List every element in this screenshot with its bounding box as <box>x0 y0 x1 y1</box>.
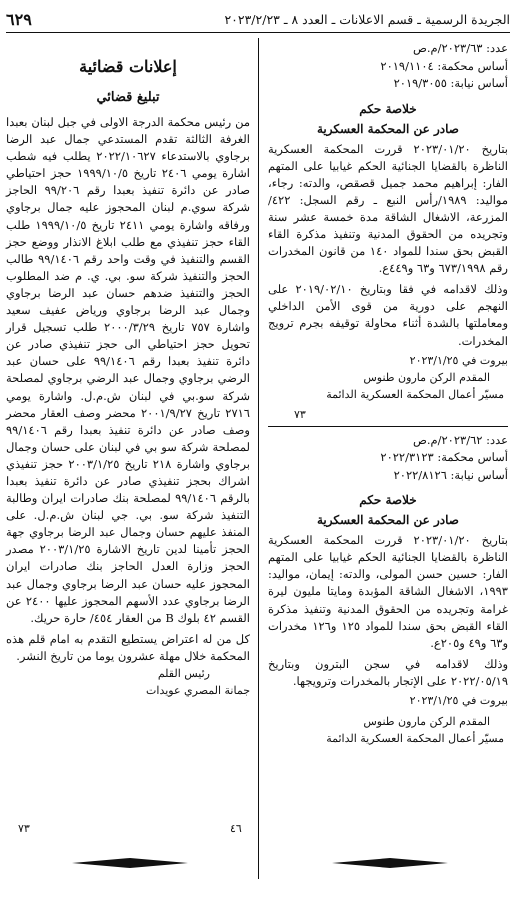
column-divider <box>258 38 259 879</box>
notice-subtitle: تبليغ قضائي <box>96 90 160 105</box>
signer-title: مسيّر أعمال المحكمة العسكرية الدائمة <box>326 731 504 745</box>
notice-verdict-2 <box>268 432 508 747</box>
notice-body: بتاريخ ٢٠٢٣/٠١/٢٠ قررت المحكمة العسكرية الناظرة بالقضايا الجنائية الحكم غيابيا على المتهم الفار: حسين حسن المولى، والدته: إيمان، مواليد: ١٩٩٣، الاشغال الشاقة المؤبدة ومايتا مليون ليرة غرامة وتجريده من الحقوق المدنية وتنفيذ مذكرة القاء القبض بحق سندا للمواد ١٢٥ و١٢٦ مخدرات و٦٣ و٤٩ و٢٠٥ع. <box>268 533 508 650</box>
judicial-notice-body: من رئيس محكمة الدرجة الاولى في جبل لبنان بعبدا الغرفة الثالثة تقدم المستدعي جمال عبد الرضا برجاوي بالاستدعاء ٢٠٢٢/١٠٦٢٧ يطلب فيه شطب اشارة يومي ٢٤٠٦ تاريخ ١٩٩٩/١٠/٥ حجز احتياطي صادر عن دائرة تنفيذ بعبدا رقم ٩٩/٢٠٦ الحاجز شركة سوي.م لبنان المحجوز عليه جمال برجاوي ورفاقه واشارة يومي ٢٤١١ تاريخ ١٩٩٩/١٠/٥ طلب القاء حجز تنفيذي مع طلب ابلاغ الانذار ووضع حجز القسم والتنفيذ في وقت واحد رقم ٩٩/١٤٠٦ طالب الحجز والتنفيذ شركة سو. بي. ي. م ضد المطلوب الحجز والتنفيذ ضدهم حسان عبد الرضا برجاوي وجمال عبد الرضا برجاوي ورياض عفيف سعيد واشارة ٧٥٧ تاريخ ٢٠٠٠/٣/٢٩ طلب تسجيل قرار تحويل حجز احتياطي الى حجز تنفيذي صادر عن دائرة تنفيذ بعبدا رقم ٩٩/١٤٠٦ على حسان عبد الرضي برجاوي وجمال عبد الرضي برجاوي لمصلحة شركة سو.بي في لبنان ش.م.ل. واشارة يومي ٢٧١٦ تاريخ ٢٠٠١/٩/٢٧ محضر وصف العقار محضر وصف صادر عن دائرة تنفيذ بعبدا رقم ٩٩/١٤٠٦ لمصلحة شركة سو بي في لبنان على حسان وجمال برجاوي واشارة ٢١٨ تاريخ ٢٠٠٣/١/٢٥ حجز تنفيذي اشراك بحجز تنفيذي صادر عن دائرة تنفيذ بعبدا بالرقم ٩٩/١٤٠٦ لمصلحة بنك صادرات ايران وطالبة التنفيذ شركة سو. بي. جي لبنان ش.م.ل. على المنفذ عليهم حسان وجمال عبد الرضا برجاوي جهة الحجز تأمينا لدين تاريخ الاشارة ٢٠٠٣/١/٢٥ مصدر الحجز وزارة العدل الحاجز بنك صادرات ايران المحجوز عليه حسان عبد الرضا برجاوي وجمال عبد الرضا برجاوي عدد الأسهم المحجوز عليها ٢٤٠٠ عن القسم ٤٢ بلوك B من العقار ٤٥٤/ حارة حريك. <box>6 115 251 625</box>
end-ornament-left <box>70 857 190 869</box>
notice-number: ٧٣ <box>294 407 306 421</box>
left-column <box>6 40 250 699</box>
signer-name: المقدم الركن مارون طنوس <box>363 370 490 384</box>
court-basis: أساس محكمة: ٢٠٢٢/٣١٢٣ <box>380 450 508 465</box>
judicial-notice-objection: كل من له اعتراض يستطيع التقدم به امام قلم هذه المحكمة خلال مهلة عشرون يوما من تاريخ النشر. <box>6 631 250 663</box>
notice-heading: خلاصة حكم <box>359 101 417 116</box>
header-title: الجريدة الرسمية ـ قسم الاعلانات ـ العدد ٨ ـ ٢٠٢٣/٢/٢٣ <box>224 11 510 27</box>
notice-body-reason: وذلك لاقدامه في فقا وبتاريخ ٢٠١٩/٠٢/١٠ على النهجم على دورية من قوى الأمن الداخلي ومعاملتها بالشدة أثناء محاولة توقيفه بجرم ترويج المخدرات. <box>268 282 508 348</box>
notice-subheading: صادر عن المحكمة العسكرية <box>317 513 459 528</box>
court-basis: أساس محكمة: ٢٠١٩/١١٠٤ <box>380 58 508 73</box>
page-number: ٦٢٩ <box>6 9 32 29</box>
signer-title: رئيس القلم <box>157 667 210 680</box>
left-notice-number: ٤٦ <box>230 822 242 835</box>
notice-verdict-1 <box>268 40 508 423</box>
section-title: إعلانات قضائية <box>79 57 177 76</box>
case-number: عدد: ٢٠٢٣/٦٢/م.ص <box>412 432 508 447</box>
place-date: بيروت في ٢٠٢٣/١/٢٥ <box>409 693 508 707</box>
prosecution-basis: أساس نيابة: ٢٠٢٢/٨١٢٦ <box>393 467 508 482</box>
signer-title: مسيّر أعمال المحكمة العسكرية الدائمة <box>326 387 504 401</box>
signer-name: المقدم الركن مارون طنوس <box>363 714 490 728</box>
right-column <box>268 40 508 747</box>
case-number: عدد: ٢٠٢٣/٦٣/م.ص <box>412 41 508 55</box>
page-header <box>6 6 510 33</box>
notice-subheading: صادر عن المحكمة العسكرية <box>317 121 459 136</box>
place-date: بيروت في ٢٠٢٣/١/٢٥ <box>409 353 508 367</box>
notice-separator <box>268 426 508 428</box>
notice-body: بتاريخ ٢٠٢٣/٠١/٢٠ قررت المحكمة العسكرية الناظرة بالقضايا الجنائية الحكم غيابيا على المتهم الفار: إبراهيم محمد جميل قصقص، والدته: رجاء، مواليد: ١٩٨٩/رأس النبع ـ رقم السجل: ٤٢٢/ المزرعة، الاشغال الشاقة مدة خمسة عشر سنة وتجريده من الحقوق المدنية وتنفيذ مذكرة القاء القبض بحق سندا للمواد ١٤٠ من قانون المخدرات رقم ٦٧٣/١٩٩٨ و٦٣ و٤٤٩ع. <box>268 141 508 276</box>
prosecution-basis: أساس نيابة: ٢٠١٩/٣٠٥٥ <box>393 76 508 90</box>
signer-name: جمانة المصري عويدات <box>146 684 250 697</box>
notice-body-reason: وذلك لاقدامه في سجن البترون وبتاريخ ٢٠٢٢/٠٥/١٩ على الإتجار بالمخدرات وترويجها. <box>268 656 508 688</box>
notice-heading: خلاصة حكم <box>359 493 417 508</box>
right-notice-number-2: ٧٣ <box>18 822 30 835</box>
end-ornament-right <box>330 857 450 869</box>
